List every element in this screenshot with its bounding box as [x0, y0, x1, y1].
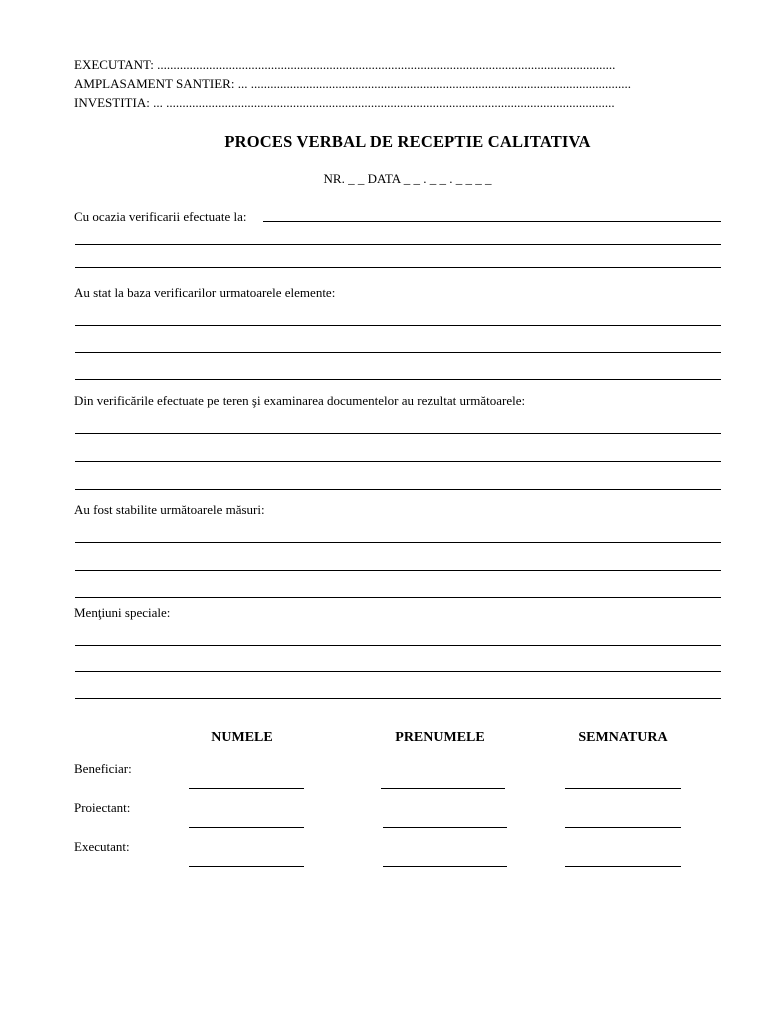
fill-line[interactable]: [75, 461, 721, 462]
fill-line[interactable]: [75, 325, 721, 326]
fill-line[interactable]: [75, 352, 721, 353]
section-mentiuni-label: Menţiuni speciale:: [74, 605, 171, 620]
proiectant-numele-line[interactable]: [189, 827, 304, 828]
fill-line[interactable]: [75, 671, 721, 672]
section-elemente-label: Au stat la baza verificarilor urmatoarele elemente:: [74, 285, 336, 300]
investitia-field: INVESTITIA: ... ..........................................................................................................................................: [74, 95, 615, 110]
fill-line[interactable]: [75, 645, 721, 646]
proiectant-semnatura-line[interactable]: [565, 827, 681, 828]
column-numele: NUMELE: [211, 730, 273, 745]
fill-line[interactable]: [75, 489, 721, 490]
nr-data-line: NR. _ _ DATA _ _ . _ _ . _ _ _ _: [323, 171, 492, 186]
executant-field: EXECUTANT: .............................................................................................................................................: [74, 57, 616, 72]
beneficiar-semnatura-line[interactable]: [565, 788, 681, 789]
fill-line[interactable]: [263, 221, 721, 222]
fill-line[interactable]: [75, 570, 721, 571]
section-masuri-label: Au fost stabilite următoarele măsuri:: [74, 502, 265, 517]
row-beneficiar-label: Beneficiar:: [74, 761, 132, 776]
executant-prenumele-line[interactable]: [383, 866, 507, 867]
beneficiar-prenumele-line[interactable]: [381, 788, 505, 789]
fill-line[interactable]: [75, 244, 721, 245]
row-proiectant-label: Proiectant:: [74, 800, 131, 815]
executant-numele-line[interactable]: [189, 866, 304, 867]
fill-line[interactable]: [75, 433, 721, 434]
section-ocazia-label: Cu ocazia verificarii efectuate la:: [74, 209, 247, 224]
fill-line[interactable]: [75, 379, 721, 380]
row-executant-label: Executant:: [74, 839, 130, 854]
fill-line[interactable]: [75, 542, 721, 543]
column-semnatura: SEMNATURA: [578, 730, 668, 745]
fill-line[interactable]: [75, 698, 721, 699]
fill-line[interactable]: [75, 267, 721, 268]
section-rezultate-label: Din verificările efectuate pe teren şi examinarea documentelor au rezultat următoarele:: [74, 393, 526, 408]
proiectant-prenumele-line[interactable]: [383, 827, 507, 828]
fill-line[interactable]: [75, 597, 721, 598]
beneficiar-numele-line[interactable]: [189, 788, 304, 789]
column-prenumele: PRENUMELE: [395, 730, 485, 745]
document-title: PROCES VERBAL DE RECEPTIE CALITATIVA: [224, 132, 591, 151]
amplasament-santier-field: AMPLASAMENT SANTIER: ... .....................................................................................................................: [74, 76, 631, 91]
executant-semnatura-line[interactable]: [565, 866, 681, 867]
